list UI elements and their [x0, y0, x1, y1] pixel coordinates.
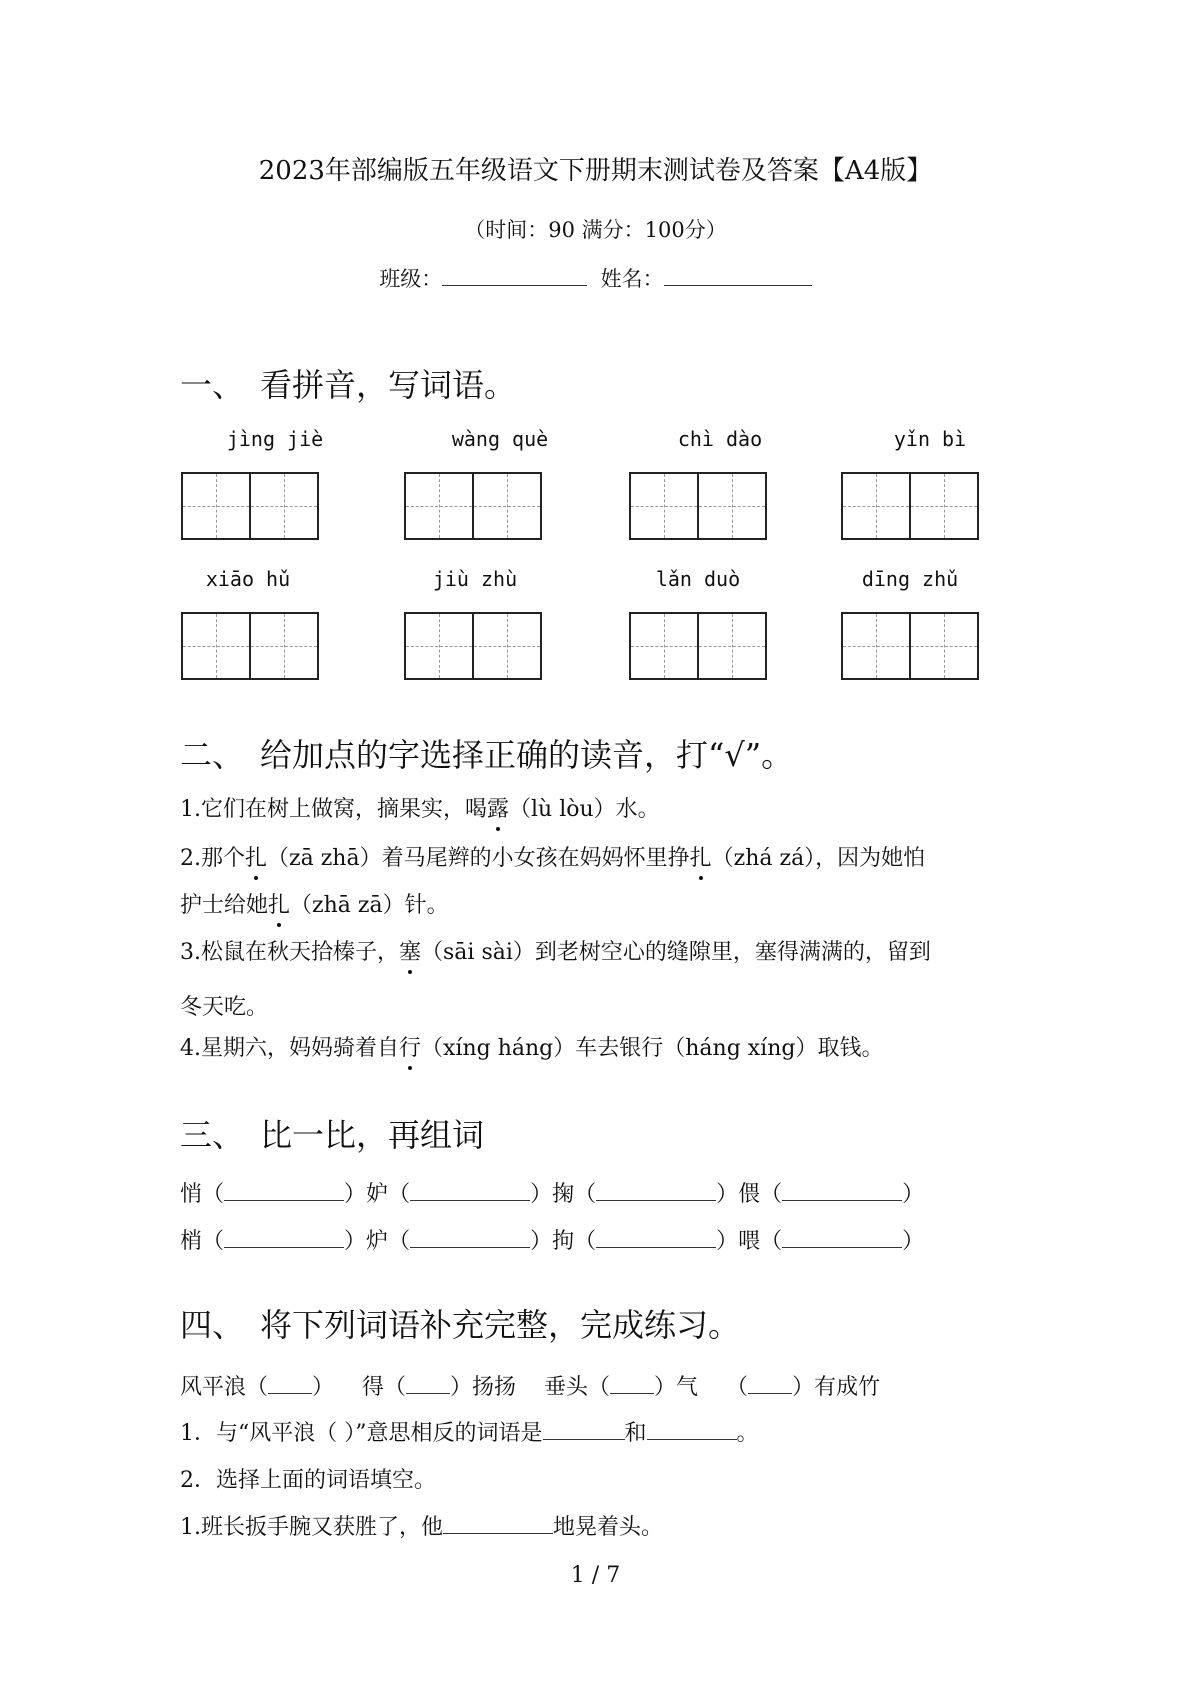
- answer-blank[interactable]: [224, 1229, 344, 1248]
- idiom-text: ）气: [654, 1375, 699, 1400]
- answer-blank[interactable]: [406, 1375, 450, 1394]
- name-blank[interactable]: [664, 267, 812, 286]
- question-text: 1.它们在树上做窝，摘果实，喝: [180, 797, 487, 822]
- question-line: [180, 935, 931, 966]
- answer-blank[interactable]: [443, 1515, 553, 1534]
- idiom-text: 风平浪（: [180, 1375, 269, 1400]
- question-line: [180, 1416, 759, 1447]
- question-line: 冬天吃。: [180, 995, 269, 1020]
- dotted-character: 行: [399, 1031, 421, 1062]
- writing-grid[interactable]: [841, 612, 979, 680]
- pronunciation-options[interactable]: （lù lòu）水。: [509, 797, 660, 822]
- pronunciation-options[interactable]: （xíng háng）车去银行（háng xíng）取钱。: [421, 1036, 884, 1061]
- idiom-row: [180, 1370, 880, 1401]
- answer-blank[interactable]: [782, 1182, 902, 1201]
- answer-blank[interactable]: [543, 1421, 625, 1440]
- character: 悄: [180, 1182, 203, 1207]
- idiom-text: ）有成竹: [792, 1375, 881, 1400]
- character: 炉: [366, 1229, 389, 1254]
- student-info-line: [0, 263, 1191, 293]
- question-line: [180, 841, 925, 872]
- answer-blank[interactable]: [782, 1229, 902, 1248]
- answer-blank[interactable]: [596, 1229, 716, 1248]
- section-2-heading: [180, 730, 793, 776]
- pronunciation-options[interactable]: （sāi sài）到老树空心的缝隙里，塞得满满的，留到: [421, 940, 931, 965]
- answer-blank[interactable]: [748, 1375, 792, 1394]
- dotted-character: 露: [487, 792, 509, 823]
- class-label: 班级：: [379, 267, 443, 291]
- exam-info: （时间：90 满分：100分）: [464, 218, 727, 242]
- question-text: 1.班长扳手腕又获胜了，他: [180, 1515, 443, 1540]
- question-line: [180, 1510, 663, 1541]
- section-number: 二、: [180, 736, 245, 774]
- idiom-text: （: [726, 1375, 749, 1400]
- writing-grid[interactable]: [181, 612, 319, 680]
- answer-blank[interactable]: [268, 1375, 312, 1394]
- character: 喂: [738, 1229, 761, 1254]
- dotted-character: 塞: [399, 935, 421, 966]
- question-text: 。: [736, 1421, 759, 1446]
- character: 掬: [552, 1182, 575, 1207]
- writing-grid[interactable]: [404, 612, 542, 680]
- question-text: 2.那个: [180, 846, 245, 871]
- section-1-heading: [180, 360, 516, 406]
- writing-grid[interactable]: [181, 472, 319, 540]
- section-title: 将下列词语补充完整，完成练习。: [260, 1306, 741, 1344]
- page-number: 1 / 7: [570, 1563, 621, 1588]
- question-line: [180, 1031, 883, 1062]
- page-title: 2023年部编版五年级语文下册期末测试卷及答案【A4版】: [258, 156, 933, 186]
- answer-blank[interactable]: [224, 1182, 344, 1201]
- pinyin-label: jìng jiè: [226, 427, 324, 451]
- pronunciation-options[interactable]: （zhā zā）针。: [290, 893, 449, 918]
- pinyin-label: lǎn duò: [655, 567, 741, 591]
- pinyin-label: jiù zhù: [432, 567, 518, 591]
- section-number: 四、: [180, 1306, 245, 1344]
- pinyin-label: dīng zhǔ: [861, 567, 959, 591]
- question-line: [180, 792, 660, 823]
- answer-blank[interactable]: [647, 1421, 737, 1440]
- question-text: 地晃着头。: [553, 1515, 664, 1540]
- writing-grid[interactable]: [629, 612, 767, 680]
- question-text: 1．与“风平浪（ ）”意思相反的词语是: [180, 1421, 543, 1446]
- idiom-text: ）扬扬: [450, 1375, 517, 1400]
- name-label: 姓名：: [600, 267, 664, 291]
- character: 妒: [366, 1182, 389, 1207]
- writing-grid[interactable]: [404, 472, 542, 540]
- section-number: 一、: [180, 366, 245, 404]
- pinyin-label: wàng què: [451, 427, 549, 451]
- writing-grid[interactable]: [629, 472, 767, 540]
- pinyin-label: chì dào: [677, 427, 763, 451]
- character: 梢: [180, 1229, 203, 1254]
- question-text: 护士给她: [180, 893, 269, 918]
- class-blank[interactable]: [442, 267, 587, 286]
- dotted-character: 扎: [268, 888, 290, 919]
- question-line: [180, 888, 449, 919]
- idiom-text: 垂头（: [544, 1375, 611, 1400]
- character: 偎: [738, 1182, 761, 1207]
- answer-blank[interactable]: [410, 1182, 530, 1201]
- dotted-character: 扎: [690, 841, 712, 872]
- idiom-text: ）: [312, 1375, 335, 1400]
- section-3-heading: [180, 1110, 484, 1156]
- answer-blank[interactable]: [596, 1182, 716, 1201]
- compare-row: 梢（ ）炉（ ）拘（ ）喂（ ）: [180, 1229, 925, 1254]
- section-number: 三、: [180, 1116, 245, 1154]
- dotted-character: 扎: [245, 841, 267, 872]
- section-title: 给加点的字选择正确的读音，打“√”。: [260, 736, 794, 774]
- pronunciation-options[interactable]: （zhá zá），因为她怕: [711, 846, 926, 871]
- section-title: 比一比，再组词: [260, 1116, 485, 1154]
- pronunciation-options[interactable]: （zā zhā）着马尾辫的小女孩在妈妈怀里挣: [267, 846, 690, 871]
- question-text: 4.星期六，妈妈骑着自: [180, 1036, 399, 1061]
- pinyin-label: xiāo hǔ: [205, 567, 291, 591]
- idiom-text: 得（: [362, 1375, 407, 1400]
- question-line: 2．选择上面的词语填空。: [180, 1468, 436, 1493]
- writing-grid[interactable]: [841, 472, 979, 540]
- question-text: 3.松鼠在秋天拾榛子，: [180, 940, 399, 965]
- section-4-heading: [180, 1300, 740, 1346]
- answer-blank[interactable]: [410, 1229, 530, 1248]
- compare-row: 悄（ ）妒（ ）掬（ ）偎（ ）: [180, 1182, 925, 1207]
- answer-blank[interactable]: [610, 1375, 654, 1394]
- question-text: 和: [624, 1421, 647, 1446]
- section-title: 看拼音，写词语。: [260, 366, 517, 404]
- pinyin-label: yǐn bì: [893, 427, 967, 451]
- character: 拘: [552, 1229, 575, 1254]
